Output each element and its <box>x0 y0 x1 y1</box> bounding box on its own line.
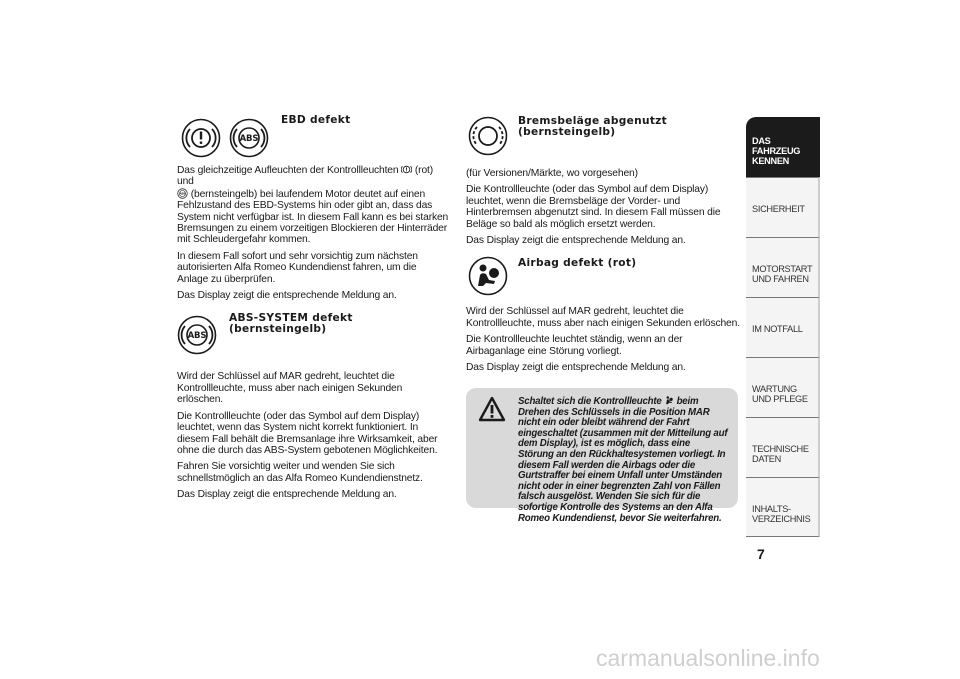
airbag-icon <box>468 256 508 296</box>
ebd-p1-part-a: Das gleichzeitige Aufleuchten der Kontrollleuchten <box>177 165 399 176</box>
abs-title <box>229 313 353 335</box>
brake-title-line-1: Bremsbeläge abgenutzt <box>518 115 668 127</box>
airbag-title: Airbag defekt (rot) <box>518 257 637 270</box>
tab-inhaltsverzeichnis[interactable]: INHALTS-VERZEICHNIS <box>746 477 820 537</box>
ebd-p1-part-b: (rot) und <box>177 165 434 188</box>
inline-airbag-icon <box>664 395 674 405</box>
brake-paragraph-1: (für Versionen/Märkte, wo vorgesehen) <box>466 168 638 179</box>
abs-paragraph-1: Wird der Schlüssel auf MAR gedreht, leuchtet die Kontrollleuchte, muss aber nach einigen Sekunden erlöschen. <box>177 371 403 406</box>
brake-paragraph-3: Das Display zeigt die entsprechende Meldung an. <box>466 235 686 247</box>
abs-system-icon <box>177 315 217 355</box>
svg-text:ABS: ABS <box>187 331 207 342</box>
brake-pads-title <box>518 116 667 138</box>
airbag-warning-box <box>466 388 738 524</box>
tab-im-notfall[interactable]: IM NOTFALL <box>746 297 820 357</box>
airbag-section-header <box>466 252 740 304</box>
abs-icon-text: ABS <box>239 134 259 144</box>
tab-sicherheit[interactable]: SICHERHEIT <box>746 177 820 237</box>
abs-icon <box>229 118 269 158</box>
right-column <box>466 112 740 378</box>
ebd-paragraph-1 <box>177 164 449 246</box>
page-number: 7 <box>757 546 765 562</box>
abs-title-line-1: ABS-SYSTEM defekt <box>229 312 353 325</box>
tab-technische-daten[interactable]: TECHNISCHE DATEN <box>746 417 820 477</box>
abs-paragraph-3: Fahren Sie vorsichtig weiter und wenden Sie sich schnellstmöglich an das Alfa Romeo Kundendienstnetz. <box>177 461 423 484</box>
ebd-paragraph-2: In diesem Fall sofort und sehr vorsichtig zum nächsten autorisierten Alfa Romeo Kundendienst fahren, um die Anlage zu überprüfen. <box>177 250 418 285</box>
abs-paragraph-4: Das Display zeigt die entsprechende Meldung an. <box>177 489 397 501</box>
brake-paragraph-2: Die Kontrollleuchte (oder das Symbol auf dem Display) leuchtet, wenn die Bremsbeläge der Vorder- und Hinterbremsen abgenutzt sind. In diesem Fall müssen die Beläge so bald als möglich ersetzt werden. <box>466 184 721 230</box>
abs-title-line-2: (bernsteingelb) <box>229 323 327 336</box>
brake-pads-icon <box>468 116 508 156</box>
tab-das-fahrzeug-kennen[interactable]: DAS FAHRZEUG KENNEN <box>746 117 820 177</box>
abs-section-header <box>177 311 449 361</box>
inline-abs-icon <box>177 188 188 199</box>
svg-text:ABS: ABS <box>179 191 186 196</box>
brake-title-line-2: (bernsteingelb) <box>518 126 616 138</box>
airbag-paragraph-3: Das Display zeigt die entsprechende Meldung an. <box>466 362 686 374</box>
watermark: carmanualsonline.info <box>596 645 820 671</box>
brake-pads-section-header <box>466 112 740 164</box>
tab-motorstart-und-fahren[interactable]: MOTORSTART UND FAHREN <box>746 237 820 297</box>
brake-warning-icon <box>181 118 221 158</box>
abs-paragraph-2: Die Kontrollleuchte (oder das Symbol auf dem Display) leuchtet, wenn das System nicht korrekt funktioniert. In diesem Fall behält die Bremsanlage ihre Wirksamkeit, aber ohne die durch das ABS-System gebotenen Möglichkeiten. <box>177 410 438 456</box>
warning-triangle-icon <box>478 396 506 422</box>
ebd-paragraph-3: Das Display zeigt die entsprechende Meldung an. <box>177 290 397 302</box>
left-column <box>177 112 449 506</box>
inline-brake-icon <box>401 164 412 175</box>
ebd-title: EBD defekt <box>281 114 351 126</box>
warning-text-part-a: Schaltet sich die Kontrollleuchte <box>518 396 662 407</box>
airbag-paragraph-1: Wird der Schlüssel auf MAR gedreht, leuchtet die Kontrollleuchte, muss aber nach einigen Sekunden erlöschen. <box>466 306 740 329</box>
warning-text <box>478 395 728 524</box>
chapter-sidebar <box>746 117 820 537</box>
ebd-section-header <box>177 112 449 164</box>
ebd-p1-part-c: (bernsteingelb) bei laufendem Motor deutet auf einen Fehlzustand des EBD-Systems hin oder gibt an, dass das System nicht verfügbar ist. In diesem Fall kann es bei starken Bremsungen zu einem vorzeitigen Blockieren der Hinterräder mit Schleudergefahr kommen. <box>177 188 449 246</box>
warning-text-part-b: beim Drehen des Schlüssels in die Position MAR nicht ein oder bleibt während der Fahrt eingeschaltet (zusammen mit der Mitteilung auf dem Display), ist es möglich, dass eine Störung an den Rückhaltesystemen vorliegt. In diesem Fall werden die Airbags oder die Gurtstraffer bei einem Unfall unter Umständen nicht oder in einer begrenzten Zahl von Fällen falsch ausgelöst. Wenden Sie sich für die sofortige Kontrolle des Systems an den Alfa Romeo Kundendienst, bevor Sie weiterfahren. <box>518 396 728 524</box>
tab-wartung-und-pflege[interactable]: WARTUNG UND PFLEGE <box>746 357 820 417</box>
airbag-paragraph-2: Die Kontrollleuchte leuchtet ständig, wenn an der Airbaganlage eine Störung vorliegt. <box>466 334 683 357</box>
